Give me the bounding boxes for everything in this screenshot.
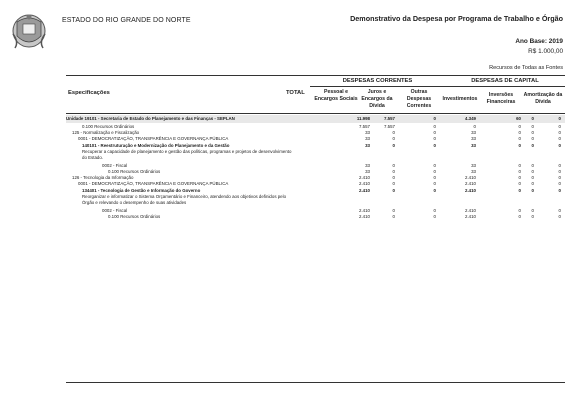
group-header-capital: DESPESAS DE CAPITAL [471,78,539,84]
row-invest: 0 [518,214,521,219]
row-desc: 134401 - Tecnologia de Gestão e Informação do Governo [82,188,201,193]
row-pessoal: 0 [392,214,395,219]
row-total: 7.557 [359,124,370,129]
row-invest: 0 [518,188,521,193]
row-pessoal: 0 [392,208,395,213]
table-row-description [66,194,565,206]
row-amort: 0 [558,136,561,141]
row-outras: 33 [471,136,476,141]
row-outras: 33 [471,163,476,168]
row-outras: 2.410 [465,188,476,193]
row-invers: 0 [531,169,534,174]
group-header-rule [310,86,565,87]
col-header-especificacoes: Especificações [68,90,110,96]
row-amort: 0 [558,163,561,168]
row-juros: 0 [433,188,436,193]
row-amort: 0 [558,130,561,135]
row-desc: 0001 - DEMOCRATIZAÇÃO, TRANSPARÊNCIA E GOVERNANÇA PÚBLICA [78,181,229,186]
row-invest: 0 [518,136,521,141]
row-desc: Recuperar a capacidade de planejamento e gestão das políticas, programas e projetos de desenvolvimento do Estado. [82,149,292,160]
row-amort: 0 [558,116,561,121]
row-desc: 140101 - Reestruturação e Modernização do Planejamento e da Gestão [82,143,230,148]
row-invers: 0 [531,208,534,213]
row-outras: 2.410 [465,175,476,180]
row-amort: 0 [558,214,561,219]
row-desc: Reorganizar e informatizar o Sistema Orçamentário e Financeiro, atendendo aos objetivos definidos pelo Órgão e relevando o desempenho de suas atividades [82,194,287,205]
row-invers: 0 [531,116,534,121]
table-header-bottom-rule [66,113,565,114]
row-pessoal: 0 [392,175,395,180]
row-invest: 0 [518,175,521,180]
row-invers: 0 [531,188,534,193]
row-total: 2.410 [359,208,370,213]
row-juros: 0 [433,208,436,213]
row-invers: 0 [531,214,534,219]
row-desc: 0002 - Fiscal [102,208,128,213]
row-total: 33 [365,136,370,141]
col-header-outras: Outras Despesas Correntes [406,89,432,109]
row-desc: 0002 - Fiscal [102,163,128,168]
row-total: 2.410 [359,214,370,219]
table-row [66,181,565,187]
year-label: Ano Base: 2019 [515,38,563,45]
group-header-correntes: DESPESAS CORRENTES [342,78,413,84]
row-pessoal: 0 [392,143,395,148]
row-total: 33 [365,163,370,168]
col-header-inversoes: Inversões Financeiras [486,92,516,105]
row-pessoal: 0 [392,163,395,168]
row-desc: 0.100 Recursos Ordinários [82,124,135,129]
row-invers: 0 [531,130,534,135]
row-desc: Unidade 19101 - Secretaria de Estado do Planejamento e das Finanças - SEPLAN [66,116,235,121]
row-invest: 60 [516,116,521,121]
row-invest: 0 [518,130,521,135]
row-total: 2.410 [359,188,370,193]
row-juros: 0 [433,130,436,135]
row-outras: 2.410 [465,181,476,186]
row-pessoal: 7.557 [384,116,395,121]
row-invers: 0 [531,124,534,129]
page-footer-rule [66,382,565,383]
row-juros: 0 [433,143,436,148]
row-outras: 33 [471,143,476,148]
table-row-description [66,149,565,161]
row-total: 33 [365,143,370,148]
row-juros: 0 [433,163,436,168]
row-desc: 0.100 Recursos Ordinários [108,169,161,174]
row-invers: 0 [531,181,534,186]
row-amort: 0 [558,169,561,174]
row-outras: 33 [471,130,476,135]
col-header-amortizacao: Amortização da Dívida [523,92,563,105]
row-pessoal: 0 [392,188,395,193]
row-amort: 0 [558,188,561,193]
row-pessoal: 0 [392,169,395,174]
row-desc: 0001 - DEMOCRATIZAÇÃO, TRANSPARÊNCIA E GOVERNANÇA PÚBLICA [78,136,229,141]
col-header-total: TOTAL [286,90,305,96]
row-invers: 0 [531,143,534,148]
row-amort: 0 [558,143,561,148]
row-outras: 2.410 [465,208,476,213]
row-pessoal: 0 [392,181,395,186]
row-juros: 0 [433,214,436,219]
row-desc: 125 - Normalização e Fiscalização [72,130,140,135]
row-pessoal: 0 [392,130,395,135]
sources-label: Recursos de Todas as Fontes [489,65,563,71]
row-outras: 0 [473,124,476,129]
row-invest: 0 [518,143,521,148]
row-amort: 0 [558,124,561,129]
col-header-investimentos: Investimentos [442,96,478,102]
col-header-juros: Juros e Encargos da Dívida [361,89,393,109]
row-invest: 0 [518,181,521,186]
row-amort: 0 [558,208,561,213]
row-juros: 0 [433,116,436,121]
row-invers: 0 [531,175,534,180]
row-total: 2.410 [359,175,370,180]
row-desc: 0.100 Recursos Ordinários [108,214,161,219]
row-total: 33 [365,169,370,174]
table-row-unit [66,116,565,122]
table-row [66,136,565,142]
row-juros: 0 [433,181,436,186]
state-coat-of-arms-logo [11,12,47,50]
row-juros: 0 [433,175,436,180]
row-invers: 0 [531,136,534,141]
row-pessoal: 7.557 [384,124,395,129]
row-juros: 0 [433,169,436,174]
col-header-pessoal: Pessoal e Encargos Sociais [314,89,358,102]
row-outras: 2.410 [465,214,476,219]
row-amort: 0 [558,181,561,186]
table-top-rule [66,75,565,76]
row-invest: 0 [518,163,521,168]
row-pessoal: 0 [392,136,395,141]
row-outras: 33 [471,169,476,174]
unit-label: R$ 1.000,00 [528,48,563,55]
row-invest: 0 [518,169,521,174]
report-title: Demonstrativo da Despesa por Programa de Trabalho e Órgão [350,14,563,23]
table-row [66,214,565,220]
row-outras: 4.349 [465,116,476,121]
row-invest: 0 [518,208,521,213]
row-total: 2.410 [359,181,370,186]
row-juros: 0 [433,124,436,129]
row-invest: 0 [518,124,521,129]
row-invers: 0 [531,163,534,168]
row-amort: 0 [558,175,561,180]
state-name: ESTADO DO RIO GRANDE DO NORTE [62,17,191,24]
row-total: 11.998 [356,116,370,121]
row-desc: 126 - Tecnologia da Informação [72,175,134,180]
row-total: 33 [365,130,370,135]
row-juros: 0 [433,136,436,141]
